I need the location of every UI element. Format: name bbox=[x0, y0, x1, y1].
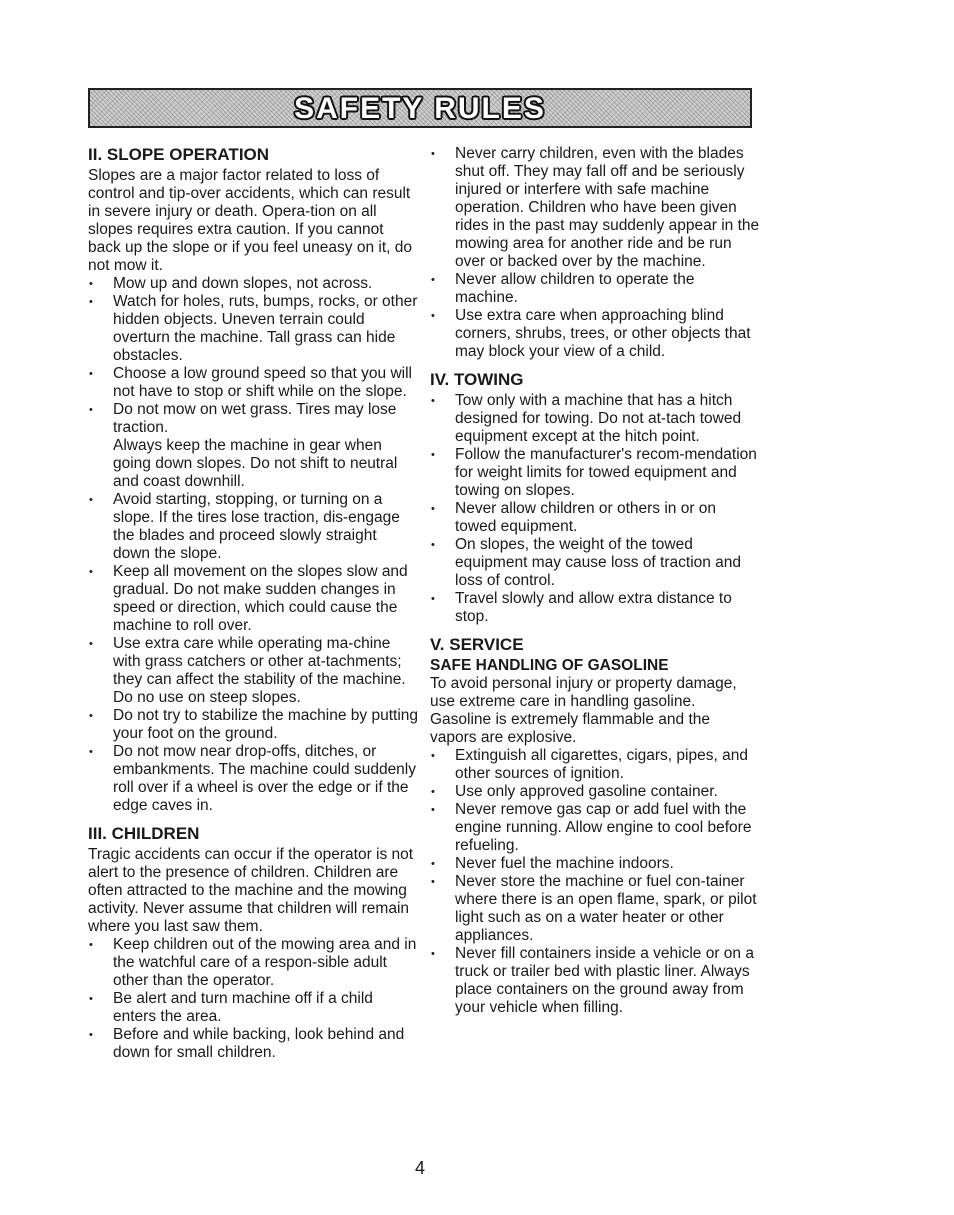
list-item: • Tow only with a machine that has a hitch designed for towing. Do not at-tach towed equipment except at the hitch point. bbox=[430, 392, 760, 446]
banner-title: SAFETY RULES bbox=[294, 92, 546, 125]
list-item: • Never carry children, even with the blades shut off. They may fall off and be seriously injured or interfere with safe machine operation. Children who have been given rides in the past may suddenly appear in the mowing area for another ride and be run over or backed over by the machine. bbox=[430, 145, 760, 271]
slope-operation-heading: II. SLOPE OPERATION bbox=[88, 145, 270, 164]
list-item: • Never store the machine or fuel con-tainer where there is an open flame, spark, or pilot light such as on a water heater or other appliances. bbox=[430, 873, 760, 945]
children-heading: III. CHILDREN bbox=[88, 824, 200, 843]
list-item: • Never fill containers inside a vehicle or on a truck or trailer bed with plastic liner. Always place containers on the ground away from your vehicle when filling. bbox=[430, 945, 760, 1017]
safety-rules-banner bbox=[88, 88, 752, 128]
list-item: • Never remove gas cap or add fuel with the engine running. Allow engine to cool before refueling. bbox=[430, 801, 760, 855]
list-item: • Do not mow on wet grass. Tires may lose traction. bbox=[88, 401, 418, 437]
list-item: • Mow up and down slopes, not across. bbox=[88, 275, 418, 293]
list-item: • Before and while backing, look behind and down for small children. bbox=[88, 1026, 418, 1062]
list-item: • Travel slowly and allow extra distance to stop. bbox=[430, 590, 760, 626]
list-item: • Keep children out of the mowing area and in the watchful care of a respon-sible adult other than the operator. bbox=[88, 936, 418, 990]
list-item: • Choose a low ground speed so that you will not have to stop or shift while on the slope. bbox=[88, 365, 418, 401]
list-item: • Be alert and turn machine off if a child enters the area. bbox=[88, 990, 418, 1026]
list-item: • Do not mow near drop-offs, ditches, or embankments. The machine could suddenly roll over if a wheel is over the edge or if the edge caves in. bbox=[88, 743, 418, 815]
list-item: • Never fuel the machine indoors. bbox=[430, 855, 760, 873]
list-item: • Extinguish all cigarettes, cigars, pipes, and other sources of ignition. bbox=[430, 747, 760, 783]
gasoline-subheading: SAFE HANDLING OF GASOLINE bbox=[430, 657, 669, 674]
slope-note: Always keep the machine in gear when going down slopes. Do not shift to neutral and coast downhill. bbox=[113, 437, 398, 490]
towing-list bbox=[430, 392, 760, 626]
list-item: • Use extra care while operating ma-chine with grass catchers or other at-tachments; they can affect the stability of the machine. Do no use on steep slopes. bbox=[88, 635, 418, 707]
list-item: • Use extra care when approaching blind corners, shrubs, trees, or other objects that may block your view of a child. bbox=[430, 307, 760, 361]
towing-heading: IV. TOWING bbox=[430, 370, 524, 389]
right-column bbox=[430, 145, 760, 1017]
slope-intro: Slopes are a major factor related to loss of control and tip-over accidents, which can result in severe injury or death. Opera-tion on all slopes requires extra caution. If you cannot back up the slope or if you feel uneasy on it, do not mow it. bbox=[88, 167, 412, 274]
page-number: 4 bbox=[414, 1158, 425, 1178]
slope-list-continued bbox=[88, 491, 418, 815]
list-item: • Keep all movement on the slopes slow and gradual. Do not make sudden changes in speed or direction, which could cause the machine to roll over. bbox=[88, 563, 418, 635]
list-item: • Never allow children to operate the machine. bbox=[430, 271, 760, 307]
service-intro: To avoid personal injury or property damage, use extreme care in handling gasoline. Gasoline is extremely flammable and the vapors are explosive. bbox=[430, 675, 737, 746]
slope-list bbox=[88, 275, 418, 437]
list-item: • Watch for holes, ruts, bumps, rocks, or other hidden objects. Uneven terrain could overturn the machine. Tall grass can hide obstacles. bbox=[88, 293, 418, 365]
service-list bbox=[430, 747, 760, 1017]
children-intro: Tragic accidents can occur if the operator is not alert to the presence of children. Children are often attracted to the machine and the mowing activity. Never assume that children will remain where you last saw them. bbox=[88, 846, 414, 935]
list-item: • Use only approved gasoline container. bbox=[430, 783, 760, 801]
list-item: • Never allow children or others in or on towed equipment. bbox=[430, 500, 760, 536]
list-item: • Do not try to stabilize the machine by putting your foot on the ground. bbox=[88, 707, 418, 743]
list-item: • On slopes, the weight of the towed equipment may cause loss of traction and loss of control. bbox=[430, 536, 760, 590]
service-heading: V. SERVICE bbox=[430, 635, 524, 654]
children-list-continued bbox=[430, 145, 760, 361]
children-list bbox=[88, 936, 418, 1062]
list-item: • Avoid starting, stopping, or turning on a slope. If the tires lose traction, dis-engage the blades and proceed slowly straight down the slope. bbox=[88, 491, 418, 563]
left-column bbox=[88, 145, 418, 1062]
list-item: • Follow the manufacturer's recom-mendation for weight limits for towed equipment and towing on slopes. bbox=[430, 446, 760, 500]
